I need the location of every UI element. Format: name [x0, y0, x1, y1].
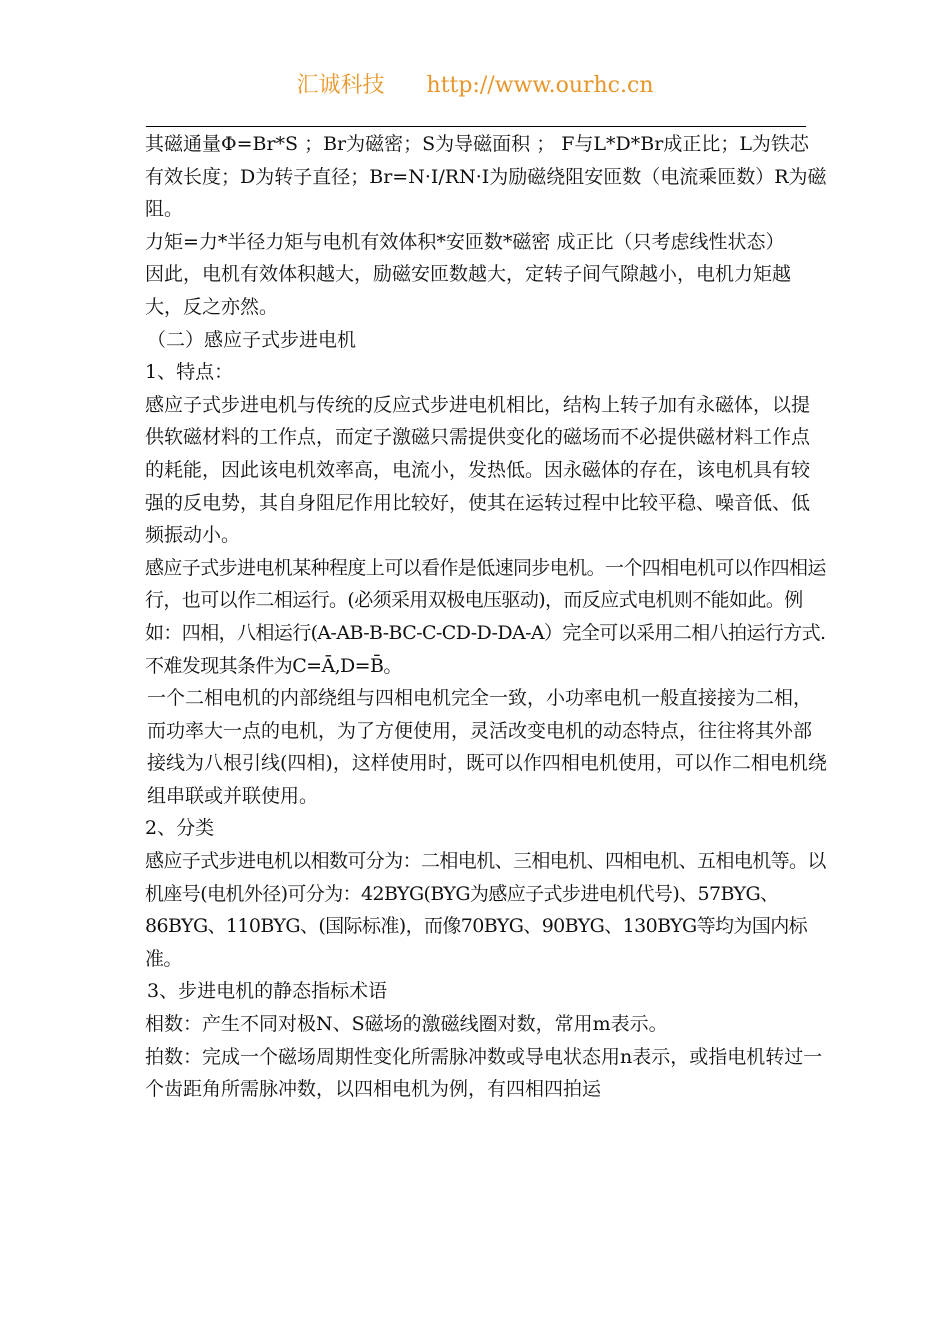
paragraph-classification: 感应子式步进电机以相数可分为：二相电机、三相电机、四相电机、五相电机等。以机座号(电机外径)可分为：42BYG(BYG为感应子式步进电机代号)、57BYG、86BYG、110BYG、(国际标准)，而像70BYG、90BYG、130BYG等均为国内标准。 — [145, 850, 826, 970]
paragraph-low-speed-sync: 感应子式步进电机某种程度上可以看作是低速同步电机。一个四相电机可以作四相运行，也可以作二相运行。(必须采用双极电压驱动)，而反应式电机则不能如此。例如：四相，八相运行(A-AB-B-BC-C-CD-D-DA-A）完全可以采用二相八拍运行方式.不难发现其条件为C=Ā,D=B̄。 — [145, 556, 826, 677]
company-name: 汇诚科技 — [296, 73, 385, 98]
subheading-features: 1、特点： — [145, 361, 234, 384]
website-url: http://www.ourhc.cn — [426, 73, 654, 98]
subheading-classification: 2、分类 — [145, 817, 215, 840]
paragraph-conclusion: 因此，电机有效体积越大，励磁安匝数越大，定转子间气隙越小，电机力矩越大，反之亦然。 — [145, 263, 792, 318]
paragraph-magnetic-flux: 其磁通量Φ=Br*S ；Br为磁密；S为导磁面积 ； F与L*D*Br成正比；L为铁芯有效长度；D为转子直径；Br=N·I/RN·I为励磁绕阻安匝数（电流乘匝数）R为磁阻。 — [145, 133, 827, 221]
document-body — [137, 128, 827, 1106]
subheading-static-terms: 3、步进电机的静态指标术语 — [147, 980, 388, 1003]
paragraph-two-phase: 一个二相电机的内部绕组与四相电机完全一致，小功率电机一般直接接为二相，而功率大一点的电机，为了方便使用，灵活改变电机的动态特点，往往将其外部接线为八根引线(四相)，这样使用时，既可以作四相电机使用，可以作二相电机绕组串联或并联使用。 — [147, 687, 827, 807]
paragraph-torque: 力矩=力*半径力矩与电机有效体积*安匝数*磁密 成正比（只考虑线性状态） — [145, 230, 785, 253]
paragraph-beat-count: 拍数：完成一个磁场周期性变化所需脉冲数或导电状态用n表示，或指电机转过一个齿距角所需脉冲数，以四相电机为例，有四相四拍运 — [145, 1045, 823, 1101]
header-rule — [146, 126, 806, 127]
paragraph-features: 感应子式步进电机与传统的反应式步进电机相比，结构上转子加有永磁体，以提供软磁材料的工作点，而定子激磁只需提供变化的磁场而不必提供磁材料工作点的耗能，因此该电机效率高，电流小，发热低。因永磁体的存在，该电机具有较强的反电势，其自身阻尼作用比较好，使其在运转过程中比较平稳、噪音低、低频振动小。 — [145, 393, 811, 547]
section-heading-inductor-motor: （二）感应子式步进电机 — [147, 328, 357, 351]
paragraph-phase-count: 相数：产生不同对极N、S磁场的激磁线圈对数，常用m表示。 — [145, 1013, 668, 1036]
page-header — [0, 68, 950, 99]
